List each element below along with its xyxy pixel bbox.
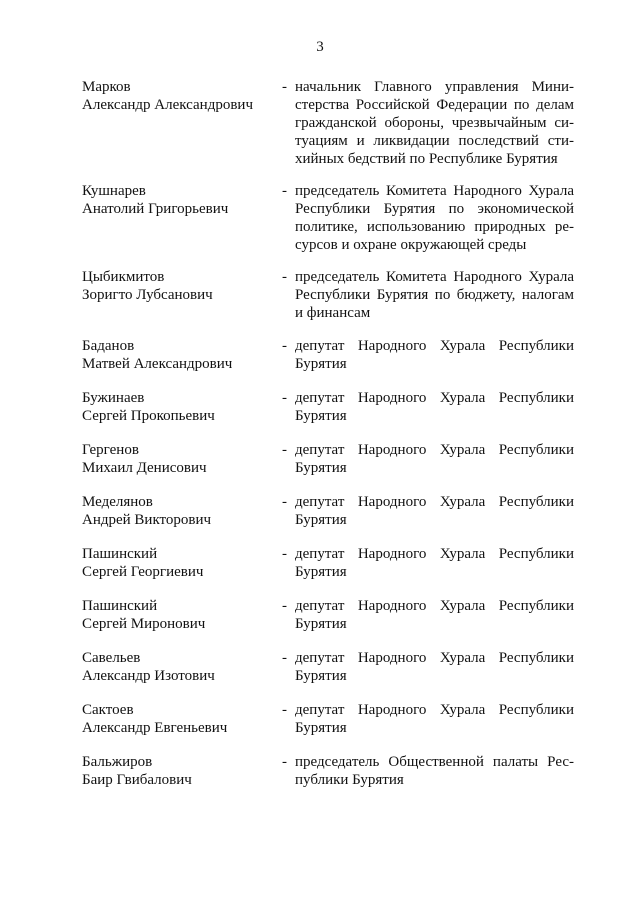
member-position [295,182,574,254]
position-line: депутат Народного Хурала Республики [295,442,574,458]
position-line: публики Бурятия [295,772,404,788]
entry-dash: - [282,390,287,406]
member-position [295,545,574,581]
member-name [82,337,272,373]
member-position [295,78,574,168]
position-line: Бурятия [295,512,347,528]
member-position [295,441,574,477]
member-name [82,545,272,581]
entry-dash: - [282,442,287,458]
member-given-names: Андрей Викторович [82,512,212,528]
position-line: председатель Общественной палаты Рес- [295,754,574,770]
member-name [82,389,272,425]
member-surname: Бужинаев [82,390,145,406]
member-position [295,493,574,529]
position-line: депутат Народного Хурала Республики [295,650,574,666]
member-position [295,597,574,633]
position-line: сурсов и охране окружающей среды [295,237,527,253]
member-given-names: Сергей Прокопьевич [82,408,215,424]
member-name [82,493,272,529]
position-line: Бурятия [295,616,347,632]
member-given-names: Михаил Денисович [82,460,207,476]
member-position [295,337,574,373]
position-line: туациям и ликвидации последствий сти- [295,133,574,149]
member-name [82,182,272,218]
member-name [82,268,272,304]
entry-dash: - [282,338,287,354]
position-line: председатель Комитета Народного Хурала [295,269,574,285]
member-name [82,441,272,477]
position-line: депутат Народного Хурала Республики [295,546,574,562]
page-number: 3 [316,39,324,55]
position-line: Республики Бурятия по бюджету, налогам [295,287,574,303]
position-line: и финансам [295,305,371,321]
position-line: председатель Комитета Народного Хурала [295,183,574,199]
member-given-names: Сергей Георгиевич [82,564,204,580]
position-line: начальник Главного управления Мини- [295,79,574,95]
member-surname: Савельев [82,650,141,666]
member-position [295,753,574,789]
member-name [82,753,272,789]
position-line: депутат Народного Хурала Республики [295,338,574,354]
member-surname: Кушнарев [82,183,146,199]
member-given-names: Матвей Александрович [82,356,233,372]
position-line: депутат Народного Хурала Республики [295,494,574,510]
member-given-names: Александр Евгеньевич [82,720,228,736]
position-line: стерства Российской Федерации по делам [295,97,574,113]
position-line: Бурятия [295,356,347,372]
position-line: хийных бедствий по Республике Бурятия [295,151,558,167]
entry-dash: - [282,754,287,770]
member-surname: Пашинский [82,546,158,562]
member-name [82,649,272,685]
member-position [295,701,574,737]
member-name [82,597,272,633]
entry-dash: - [282,183,287,199]
member-position [295,649,574,685]
member-name [82,78,272,114]
member-surname: Сактоев [82,702,134,718]
member-given-names: Сергей Миронович [82,616,206,632]
member-surname: Марков [82,79,131,95]
position-line: депутат Народного Хурала Республики [295,598,574,614]
member-position [295,389,574,425]
entry-dash: - [282,702,287,718]
member-given-names: Зоригто Лубсанович [82,287,213,303]
position-line: депутат Народного Хурала Республики [295,390,574,406]
position-line: Бурятия [295,460,347,476]
entry-dash: - [282,598,287,614]
member-surname: Баданов [82,338,135,354]
position-line: политике, использованию природных ре- [295,219,574,235]
member-given-names: Баир Гвибалович [82,772,192,788]
member-given-names: Александр Изотович [82,668,215,684]
position-line: Бурятия [295,408,347,424]
member-surname: Цыбикмитов [82,269,165,285]
member-surname: Пашинский [82,598,158,614]
entry-dash: - [282,269,287,285]
member-given-names: Анатолий Григорьевич [82,201,229,217]
entry-dash: - [282,79,287,95]
member-surname: Меделянов [82,494,153,510]
position-line: депутат Народного Хурала Республики [295,702,574,718]
entry-dash: - [282,546,287,562]
position-line: гражданской обороны, чрезвычайным си- [295,115,574,131]
position-line: Республики Бурятия по экономической [295,201,574,217]
member-given-names: Александр Александрович [82,97,253,113]
position-line: Бурятия [295,564,347,580]
member-name [82,701,272,737]
member-position [295,268,574,322]
member-surname: Бальжиров [82,754,153,770]
member-surname: Гергенов [82,442,139,458]
entry-dash: - [282,650,287,666]
entry-dash: - [282,494,287,510]
position-line: Бурятия [295,668,347,684]
position-line: Бурятия [295,720,347,736]
